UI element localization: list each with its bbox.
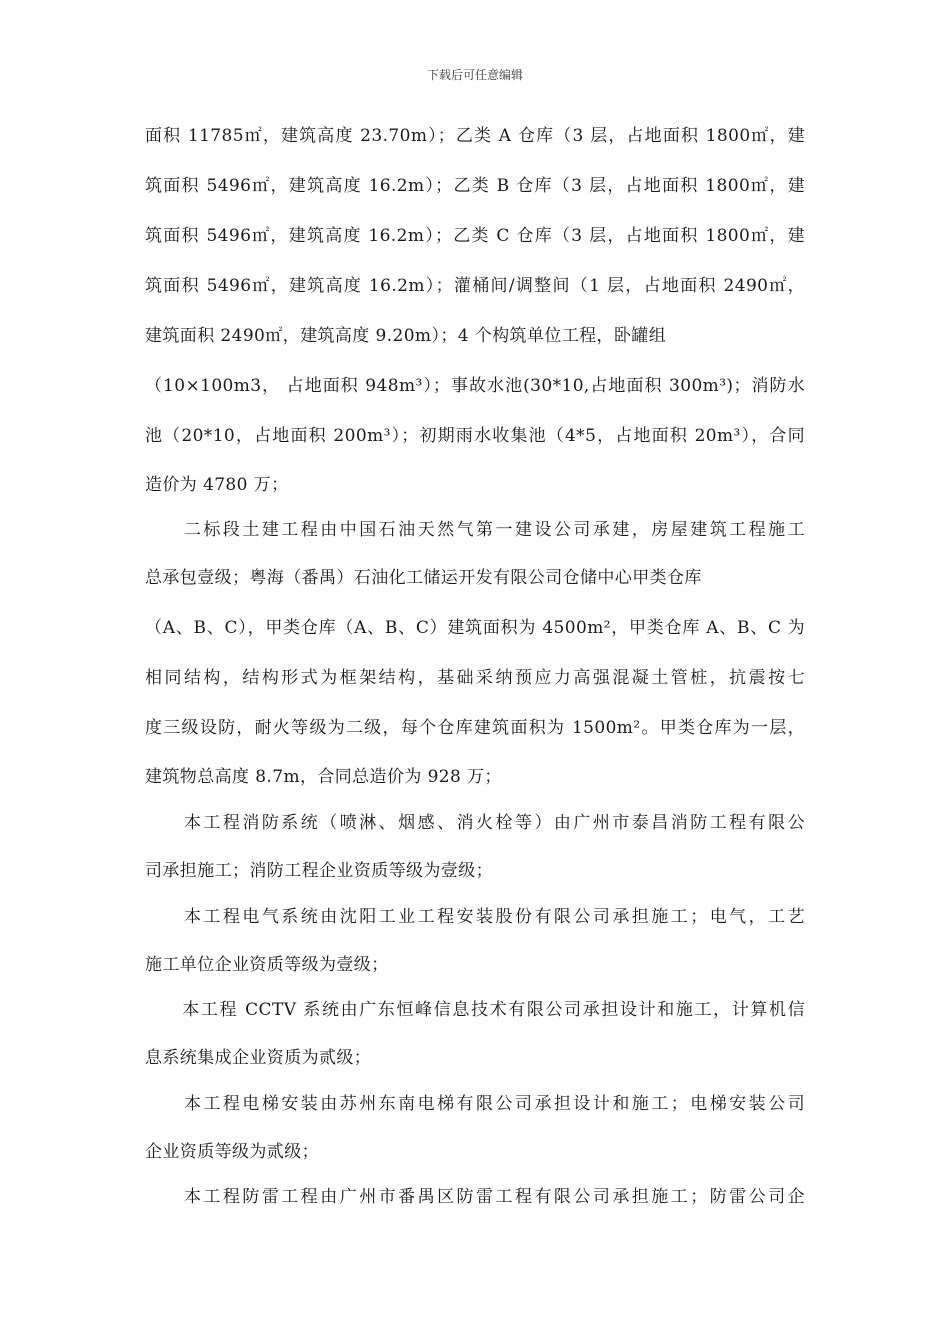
body-line: 本工程防雷工程由广州市番禺区防雷工程有限公司承担施工；防雷公司企 <box>145 1187 805 1207</box>
body-line: 息系统集成企业资质为贰级； <box>145 1048 372 1068</box>
body-line: （10×100m3， 占地面积 948m³）；事故水池(30*10,占地面积 300m³)；消防水 <box>145 376 805 396</box>
body-line: 筑面积 5496㎡，建筑高度 16.2m）；乙类 C 仓库（3 层，占地面积 1800㎡，建 <box>145 226 805 246</box>
body-line: 建筑面积 2490㎡，建筑高度 9.20m）；4 个构筑单位工程，卧罐组 <box>145 326 667 346</box>
body-line: 企业资质等级为贰级； <box>145 1142 319 1162</box>
body-line: 本工程电梯安装由苏州东南电梯有限公司承担设计和施工；电梯安装公司 <box>145 1094 805 1114</box>
body-line: 本工程消防系统（喷淋、烟感、消火栓等）由广州市泰昌消防工程有限公 <box>145 813 805 833</box>
body-line: 建筑物总高度 8.7m，合同总造价为 928 万； <box>145 767 502 787</box>
body-line: 池（20*10，占地面积 200m³）；初期雨水收集池（4*5，占地面积 20m³），合同 <box>145 426 805 446</box>
body-line: 本工程 CCTV 系统由广东恒峰信息技术有限公司承担设计和施工，计算机信 <box>145 1000 805 1020</box>
body-line: 度三级设防，耐火等级为二级，每个仓库建筑面积为 1500m²。甲类仓库为一层， <box>145 718 805 738</box>
body-line: 总承包壹级；粤海（番禺）石油化工储运开发有限公司仓储中心甲类仓库 <box>145 568 702 588</box>
body-line: 筑面积 5496㎡，建筑高度 16.2m）；灌桶间/调整间（1 层，占地面积 2490㎡， <box>145 276 805 296</box>
body-line: 二标段土建工程由中国石油天然气第一建设公司承建，房屋建筑工程施工 <box>145 520 805 540</box>
body-line: 造价为 4780 万； <box>145 475 289 495</box>
body-line: （A、B、C），甲类仓库（A、B、C）建筑面积为 4500m²，甲类仓库 A、B、C 为 <box>145 618 805 638</box>
body-line: 施工单位企业资质等级为壹级； <box>145 955 389 975</box>
body-line: 相同结构，结构形式为框架结构，基础采纳预应力高强混凝土管桩，抗震按七 <box>145 668 805 688</box>
body-line: 司承担施工；消防工程企业资质等级为壹级； <box>145 861 493 881</box>
page-header: 下载后可任意编辑 <box>426 68 523 82</box>
body-line: 筑面积 5496㎡，建筑高度 16.2m）；乙类 B 仓库（3 层，占地面积 1800㎡，建 <box>145 176 805 196</box>
body-line: 本工程电气系统由沈阳工业工程安装股份有限公司承担施工；电气，工艺 <box>145 907 805 927</box>
body-line: 面积 11785㎡，建筑高度 23.70m）；乙类 A 仓库（3 层，占地面积 1800㎡，建 <box>145 126 805 146</box>
